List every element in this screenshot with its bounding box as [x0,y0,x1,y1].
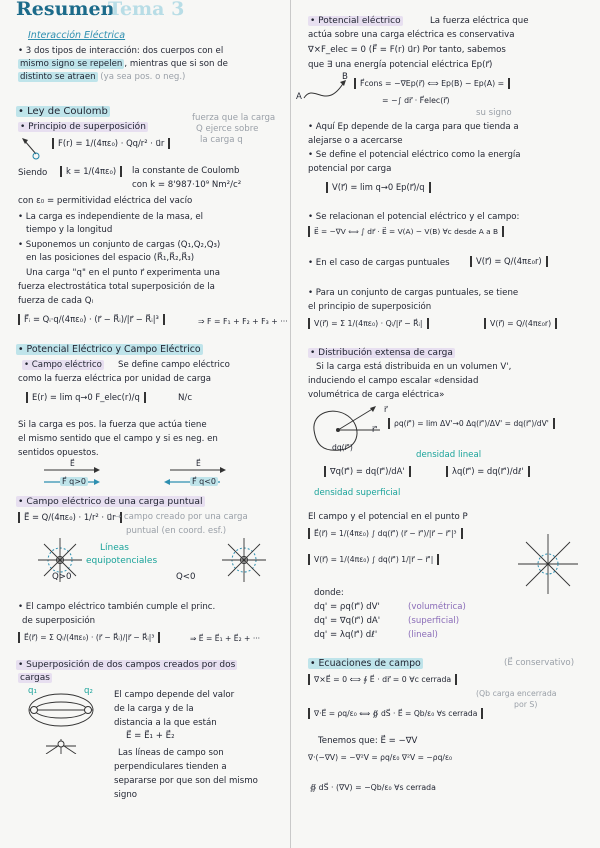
e-label-neg: E⃗ [196,459,201,468]
ec-heading-label: • Ecuaciones de campo [310,658,421,669]
e-formula: E(r) = lim q→0 F_elec(r)/q [26,392,146,403]
ec-1-formula: ∇×E⃗ = 0 ⟺ ∮ E⃗ · dr⃗ = 0 ∀c cerrada [308,674,457,685]
coulomb-label: • Ley de Coulomb [18,106,108,117]
fcons-formula: F⃗cons = −∇Ep(r⃗) ⟺ Ep(B) − Ep(A) = [354,78,510,89]
lineas-label-2: equipotenciales [86,556,158,566]
v-puntual-formula: V(r⃗) = Q/(4πε₀r) [470,256,548,267]
aqui-1: • Aquí Ep depende de la carga para que tienda a [308,122,519,132]
campo-puntual-label: • Campo eléctrico de una carga puntual [18,496,203,507]
campo-depende-3: distancia a la que están [114,718,217,728]
q-neg-label [190,476,218,487]
q-neg-sign: Q<0 [176,572,196,582]
suponemos-3: Una carga "q" en el punto r⃗ experimenta una [26,268,221,278]
poisson-formula: ∇·(−∇V) = −∇²V = ρq/ε₀ ∇²V = −ρq/ε₀ [308,753,453,762]
k-formula: k = 1/(4πε₀) [60,166,122,177]
puntual-1: • En el caso de cargas puntuales [308,258,450,268]
suponemos-1: • Suponemos un conjunto de cargas (Q₁,Q₂,Q₃) [18,240,221,250]
ec-2-formula: ∇·E⃗ = ρq/ε₀ ⟺ ∯ dS⃗ · E⃗ = Qb/ε₀ ∀s cerrada [308,708,483,719]
ec-note-2a: (Qb carga encerrada [476,689,557,698]
interaccion-heading: Interacción Eléctrica [28,30,126,41]
pot-line-1: La fuerza eléctrica que [430,16,529,26]
aqui-2: alejarse o a acercarse [308,136,403,146]
e-sum-total: ⇒ E⃗ = E⃗₁ + E⃗₂ + ··· [190,634,261,643]
pot-heading-label: • Potencial eléctrico [310,16,401,26]
dens-lineal-label: densidad lineal [416,450,482,460]
ec-heading [308,658,423,669]
e-label-pos: E⃗ [70,459,75,468]
eps-desc: con ε₀ = permitividad eléctrica del vacío [18,196,193,206]
e-puntual-formula: E⃗ = Q/(4πε₀) · 1/r² · u⃗r [18,512,122,523]
column-divider [290,0,291,848]
si-carga-1: Si la carga es pos. la fuerza que actúa tiene [18,420,207,430]
q-neg-text: F⃗ q<0 [192,477,217,486]
rp-label: r⃗' [372,425,378,434]
campo-depende-4: E⃗ = E⃗₁ + E⃗₂ [126,731,175,741]
label-a: A [296,92,302,102]
k-desc-2: con k = 8'987·10⁹ Nm²/c² [132,180,242,190]
pot-campo-label: • Potencial Eléctrico y Campo Eléctrico [18,344,201,355]
fcons-formula-2: = −∫ dr⃗ · F⃗elec(r⃗) [382,96,450,105]
lambda-formula: λq(r⃗') = dq(r⃗')/dℓ' [446,466,530,477]
v-single-formula: V(r⃗) = Q/(4πε₀r) [484,318,557,329]
campo-def-2: como la fuerza eléctrica por unidad de carga [18,374,211,384]
field-lines-star-diagram [510,530,586,598]
v-sum-formula: V(r⃗) = Σ 1/(4πε₀) · Qᵢ/|r⃗ − R⃗ᵢ| [308,318,429,329]
lineas-campo-3: separarse por que son del mismo [114,776,258,786]
campo-electrico-label: • Campo eléctrico [24,360,102,370]
intro-atraen: distinto se atraen [20,72,96,82]
e-int-formula: E⃗(r⃗) = 1/(4πε₀) ∫ dq(r⃗') (r⃗ − r⃗')/|r⃗ − r⃗'|³ [308,528,463,539]
dist-1: Si la carga está distribuida en un volumen V', [316,362,512,372]
dq-label: dq(r⃗') [332,443,353,452]
negative-field-diagram [214,536,274,586]
fi-formula: F⃗ᵢ = Qᵢ·q/(4πε₀) · (r⃗ − R⃗ᵢ)/|r⃗ − R⃗ᵢ|³ [18,314,165,325]
campo-depende-2: de la carga y de la [114,704,194,714]
carga-indep-2: tiempo y la longitud [26,225,113,235]
charge-vector-icon [16,132,56,162]
superp-campos-label-2: cargas [20,673,50,683]
intro-line3-rest: (ya sea pos. o neg.) [97,72,186,82]
last-formula: ∯ dS⃗ · (∇V) = −Qb/ε₀ ∀s cerrada [310,783,436,792]
carga-indep-1: • La carga es independiente de la masa, el [18,212,204,222]
tambien-1: • El campo eléctrico también cumple el princ. [18,602,216,612]
title-tema: Tema 3 [108,0,185,20]
ec-note-2b: por S) [514,700,538,709]
r-label: r⃗ [384,405,388,414]
lineas-campo-2: perpendiculares tienden a [114,762,227,772]
rel-1: • Se relacionan el potencial eléctrico y el campo: [308,212,520,222]
pot-line-4: que ∃ una energía potencial eléctrica Ep(r⃗) [308,60,493,70]
v-formula: V(r⃗) = lim q→0 Ep(r⃗)/q [326,182,431,193]
dq-sup: dq' = ∇q(r⃗') dA' [314,616,381,626]
donde-label: donde: [314,588,344,598]
superposicion-label: • Principio de superposición [20,122,146,132]
e-units: N/c [178,393,193,403]
pot-heading [308,16,403,27]
ec-note: (E⃗ conservativo) [504,658,575,668]
dq-vol-label: (volumétrica) [408,602,466,612]
dist-heading-label: • Distribución extensa de carga [310,348,453,358]
tenemos: Tenemos que: E⃗ = −∇V [318,736,418,746]
e-sum-formula: E⃗(r⃗) = Σ Qᵢ/(4πε₀) · (r⃗ − R⃗ᵢ)/|r⃗ − R⃗ᵢ|³ [18,632,160,643]
intro-line2 [18,59,228,70]
campo-puntual-heading [16,496,205,507]
campo-def-1: Se define campo eléctrico [118,360,230,370]
creado-1: → campo creado por una carga [114,512,248,522]
suponemos-2: en las posiciones del espacio (R⃗₁,R⃗₂,R⃗₃) [26,253,195,263]
label-b: B [342,72,348,82]
siendo-label: Siendo [18,168,48,178]
fi-sum: ⇒ F = F₁ + F₂ + F₃ + ··· [198,317,288,326]
conjunto-1: • Para un conjunto de cargas puntuales, se tiene [308,288,519,298]
dq-lin-label: (lineal) [408,630,438,640]
dq-sup-label: (superficial) [408,616,460,626]
campo-pot-p: El campo y el potencial en el punto P [308,512,468,522]
tambien-2: de superposición [22,616,96,626]
dist-2: induciendo el campo escalar «densidad [308,376,479,386]
v-int-formula: V(r⃗) = 1/(4πε₀) ∫ dq(r⃗') 1/|r⃗ − r⃗'| [308,554,439,565]
q2-label: q₂ [84,686,93,696]
coulomb-heading [16,106,110,117]
q1-label: q₁ [28,686,37,696]
sigma-formula: ∇q(r⃗') = dq(r⃗')/dA' [324,466,411,477]
intro-line3 [18,72,185,83]
superp-campos-heading-2 [18,673,52,684]
si-carga-2: el mismo sentido que el campo y si es neg. en [18,434,218,444]
intro-repelen: mismo signo se repelen [20,59,123,69]
k-desc-1: la constante de Coulomb [132,166,240,176]
suponemos-5: fuerza de cada Qᵢ [18,296,94,306]
define-2: potencial por carga [308,164,392,174]
pot-line-3: ∇×F_elec = 0 (F⃗ = F(r) u⃗r) Por tanto, sabemos [308,45,506,55]
campo-depende-1: El campo depende del valor [114,690,235,700]
intro-line1: • 3 dos tipos de interacción: dos cuerpos con el [18,46,224,56]
dq-lin: dq' = λq(r⃗') dℓ' [314,630,378,640]
conjunto-2: el principio de superposición [308,302,432,312]
suponemos-4: fuerza electrostática total superposición de la [18,282,215,292]
title-resumen: Resumen [16,0,115,20]
dens-sup-label: densidad superficial [314,488,401,498]
lineas-campo-1: Las líneas de campo son [118,748,224,758]
rho-formula: ρq(r⃗') = lim ΔV'→0 Δq(r⃗')/ΔV' = dq(r⃗')/dV' [388,418,555,429]
q-pos-text: F⃗ q>0 [62,477,87,486]
si-carga-3: sentidos opuestos. [18,448,99,458]
fuerza-note-1: fuerza que la carga [192,113,276,123]
campo-electrico-heading [22,360,104,371]
fuerza-note-2: Q ejerce sobre [196,124,259,134]
dist-3: volumétrica de carga eléctrica» [308,390,445,400]
lineas-label-1: Líneas [100,543,129,553]
superp-campos-heading-1 [16,660,237,671]
q-pos-sign: Q>0 [52,572,72,582]
q-pos-label [60,476,88,487]
creado-2: puntual (en coord. esf.) [126,526,227,536]
fuerza-note-3: la carga q [200,135,243,145]
lineas-campo-4: signo [114,790,138,800]
pot-line-2: actúa sobre una carga eléctrica es conservativa [308,30,515,40]
coulomb-formula: F(r) = 1/(4πε₀) · Qq/r² · u⃗r [52,138,170,149]
rel-formula: E⃗ = −∇V ⟺ ∫ dr⃗ · E⃗ = V(A) − V(B) ∀c desde A a B [308,226,504,237]
define-1: • Se define el potencial eléctrico como la energía [308,150,521,160]
su-signo-note: su signo [476,108,512,118]
pot-campo-heading [16,344,203,355]
intro-line2-rest: , mientras que si son de [124,59,228,69]
dq-vol: dq' = ρq(r⃗') dV' [314,602,380,612]
dist-heading [308,348,455,359]
superp-campos-label-1: • Superposición de dos campos creados por dos [18,660,236,670]
